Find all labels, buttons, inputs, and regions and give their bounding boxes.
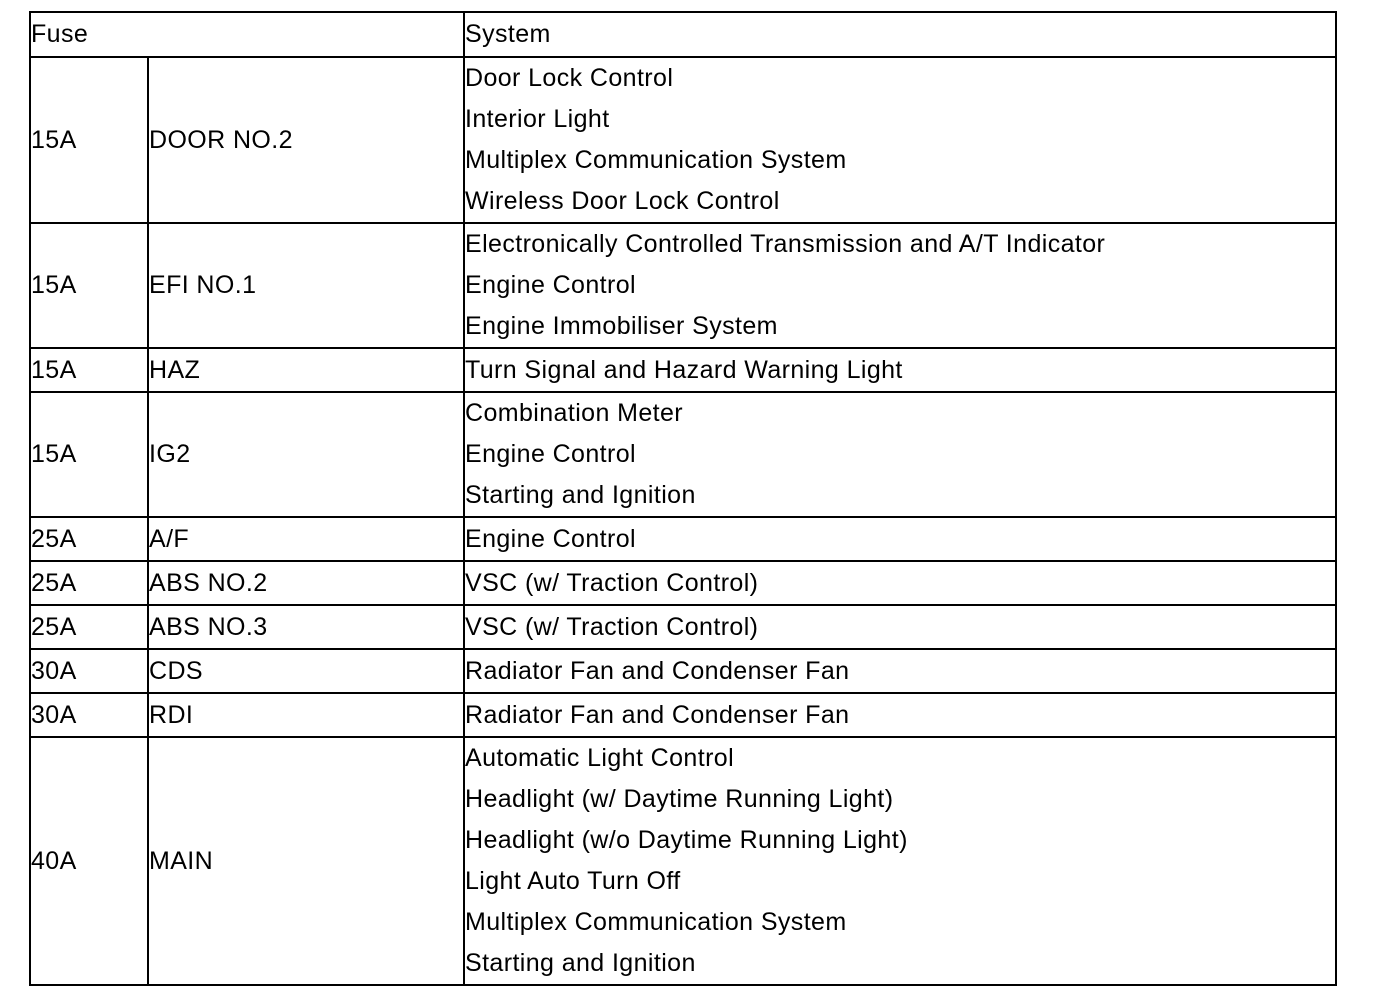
table-body (30, 57, 1336, 985)
fuse-amperage: 15A (30, 57, 148, 223)
fuse-name: ABS NO.3 (148, 605, 464, 649)
fuse-amperage: 15A (30, 392, 148, 517)
system-item: Multiplex Communication System (465, 908, 847, 936)
system-item: VSC (w/ Traction Control) (465, 612, 759, 641)
fuse-name: EFI NO.1 (148, 223, 464, 348)
system-item: Radiator Fan and Condenser Fan (465, 656, 850, 685)
fuse-column-header: Fuse (30, 12, 464, 57)
system-item: Headlight (w/ Daytime Running Light) (465, 785, 894, 813)
fuse-amperage: 30A (30, 649, 148, 693)
system-item: Electronically Controlled Transmission and A/T Indicator (465, 230, 1106, 258)
fuse-amperage: 25A (30, 517, 148, 561)
system-column-header: System (464, 12, 1336, 57)
fuse-table (29, 11, 1337, 986)
table-row (30, 649, 1336, 693)
system-item: Engine Control (465, 440, 636, 468)
system-item: Starting and Ignition (465, 481, 696, 509)
system-item: Engine Immobiliser System (465, 312, 778, 340)
system-list (464, 605, 1336, 649)
fuse-name: DOOR NO.2 (148, 57, 464, 223)
system-list (464, 57, 1336, 223)
system-item: Multiplex Communication System (465, 146, 847, 174)
fuse-amperage: 25A (30, 561, 148, 605)
system-item: Door Lock Control (465, 64, 674, 92)
header-row (30, 12, 1336, 57)
fuse-amperage: 15A (30, 348, 148, 392)
system-item: Engine Control (465, 271, 636, 299)
system-item: Turn Signal and Hazard Warning Light (465, 355, 903, 384)
table-header (30, 12, 1336, 57)
system-list (464, 517, 1336, 561)
system-list (464, 737, 1336, 985)
table-row (30, 561, 1336, 605)
system-item: Light Auto Turn Off (465, 867, 681, 895)
fuse-name: MAIN (148, 737, 464, 985)
system-list (464, 392, 1336, 517)
fuse-amperage: 15A (30, 223, 148, 348)
fuse-name: ABS NO.2 (148, 561, 464, 605)
table-row (30, 348, 1336, 392)
fuse-amperage: 30A (30, 693, 148, 737)
system-item: Engine Control (465, 524, 636, 553)
table-row (30, 517, 1336, 561)
table-row (30, 737, 1336, 985)
system-list (464, 693, 1336, 737)
system-item: VSC (w/ Traction Control) (465, 568, 759, 597)
system-list (464, 649, 1336, 693)
table-row (30, 392, 1336, 517)
fuse-name: A/F (148, 517, 464, 561)
fuse-name: HAZ (148, 348, 464, 392)
fuse-name: IG2 (148, 392, 464, 517)
system-item: Headlight (w/o Daytime Running Light) (465, 826, 908, 854)
fuse-name: RDI (148, 693, 464, 737)
system-item: Interior Light (465, 105, 610, 133)
system-item: Radiator Fan and Condenser Fan (465, 700, 850, 729)
system-list (464, 223, 1336, 348)
system-list (464, 561, 1336, 605)
fuse-name: CDS (148, 649, 464, 693)
table-row (30, 693, 1336, 737)
system-item: Starting and Ignition (465, 949, 696, 977)
fuse-amperage: 40A (30, 737, 148, 985)
table-row (30, 57, 1336, 223)
table-row (30, 223, 1336, 348)
system-item: Combination Meter (465, 399, 684, 427)
system-item: Wireless Door Lock Control (465, 187, 780, 215)
system-item: Automatic Light Control (465, 744, 735, 772)
table-row (30, 605, 1336, 649)
system-list (464, 348, 1336, 392)
fuse-amperage: 25A (30, 605, 148, 649)
